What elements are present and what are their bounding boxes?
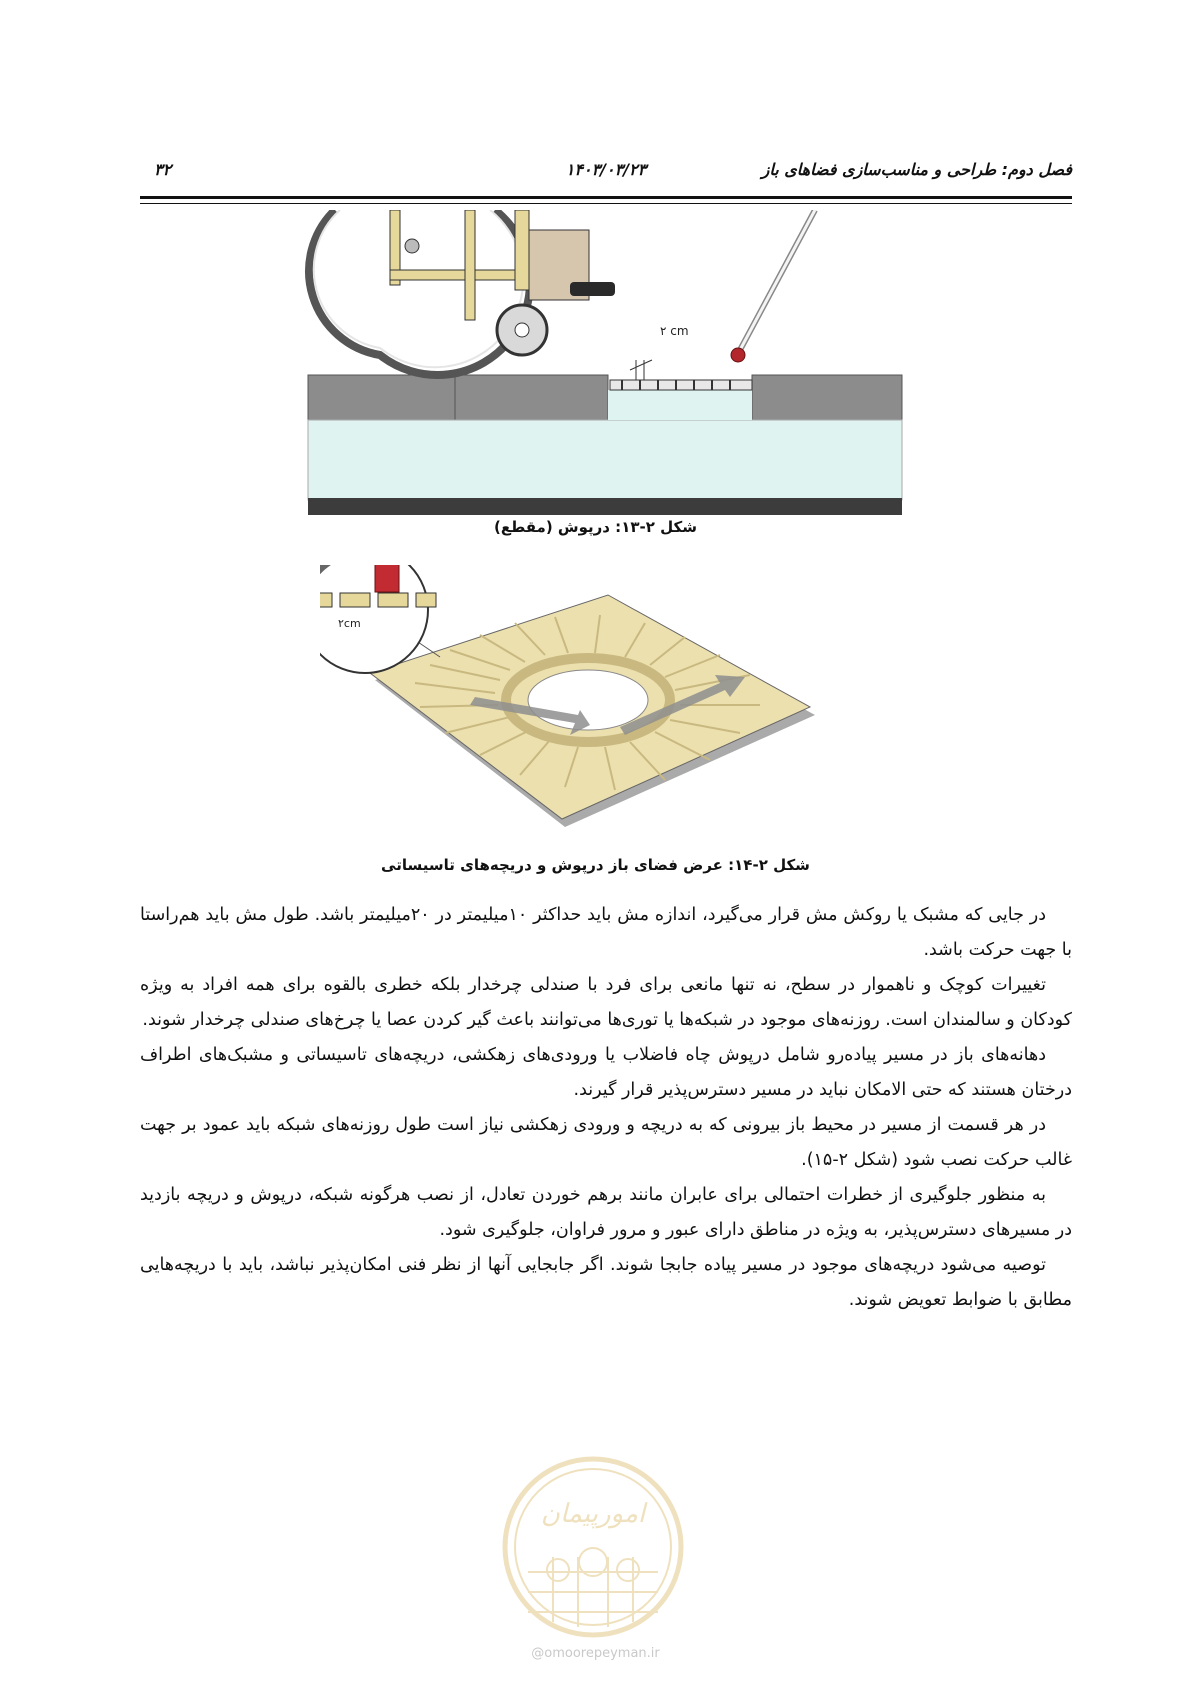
paragraph: تغییرات کوچک و ناهموار در سطح، نه تنها مانعی برای فرد با صندلی چرخدار بلکه خطری بالقوه برای همه افراد به ویژه کودکان و سالمندان است. روزنه‌های موجود در شبکه‌ها یا توری‌ها می‌توانند باعث گیر کردن عصا یا چرخ‌های صندلی چرخدار شوند. bbox=[140, 975, 1072, 1030]
subsurface-layer bbox=[308, 420, 902, 500]
grate-bars bbox=[610, 380, 752, 390]
paragraph: به منظور جلوگیری از خطرات احتمالی برای عابران مانند برهم خوردن تعادل، از نصب هرگونه شبکه، درپوش و دریچه بازدید در مسیرهای دسترس‌پذیر، به ویژه در مناطق دارای عبور و مرور فراوان، جلوگیری شود. bbox=[140, 1185, 1072, 1240]
tree-opening bbox=[528, 670, 648, 730]
figure-grate-section bbox=[300, 210, 910, 515]
watermark-logo bbox=[498, 1452, 688, 1642]
header-date: ۱۴۰۳/۰۳/۲۳ bbox=[565, 160, 647, 179]
page-number: ۳۲ bbox=[154, 160, 172, 179]
base-layer bbox=[308, 498, 902, 515]
paragraph: در جایی که مشبک یا روکش مش قرار می‌گیرد، اندازه مش باید حداکثر ۱۰میلیمتر در ۲۰میلیمتر باشد. طول مش باید هم‌راستا با جهت حرکت باشد. bbox=[140, 905, 1072, 960]
paragraph: در هر قسمت از مسیر در محیط باز بیرونی که به دریچه و ورودی زهکشی نیاز است طول روزنه‌های شبکه باید عمود بر جهت غالب حرکت نصب شود (شکل ۲-۱۵). bbox=[140, 1115, 1072, 1170]
paragraph: توصیه می‌شود دریچه‌های موجود در مسیر پیاده جابجا شوند. اگر جابجایی آنها از نظر فنی امکان‌پذیر نباشد، باید با دریچه‌هایی مطابق با ضوابط تعویض شوند. bbox=[140, 1255, 1072, 1310]
figure-tree-grate bbox=[320, 565, 820, 845]
chapter-title: فصل دوم: طراحی و مناسب‌سازی فضاهای باز bbox=[761, 160, 1072, 179]
figure-14-caption: شکل ۲-۱۴: عرض فضای باز درپوش و دریچه‌های تاسیساتی bbox=[381, 856, 810, 874]
paragraph: دهانه‌های باز در مسیر پیاده‌رو شامل درپوش چاه فاضلاب یا ورودی‌های زهکشی، دریچه‌های تاسیساتی و مشبک‌های اطراف درختان هستند که حتی الامکان نباید در مسیر دسترس‌پذیر قرار گیرند. bbox=[140, 1045, 1072, 1100]
watermark-url: @omoorepeyman.ir bbox=[531, 1646, 660, 1661]
body-text bbox=[140, 898, 1072, 1318]
pavement-left bbox=[308, 375, 608, 420]
cane-tip bbox=[731, 348, 745, 362]
wheelchair bbox=[309, 210, 615, 375]
page-header bbox=[140, 160, 1072, 194]
detail-inset bbox=[320, 565, 428, 673]
detail-dimension: ۲cm bbox=[338, 617, 361, 630]
pavement-right bbox=[752, 375, 902, 420]
watermark-text: امورپیمان bbox=[540, 1499, 646, 1529]
figure-13-caption: شکل ۲-۱۳: درپوش (مقطع) bbox=[494, 518, 697, 536]
header-rule-thin bbox=[140, 203, 1072, 204]
header-rule-thick bbox=[140, 196, 1072, 199]
dimension-label: ۲ cm bbox=[660, 324, 689, 338]
